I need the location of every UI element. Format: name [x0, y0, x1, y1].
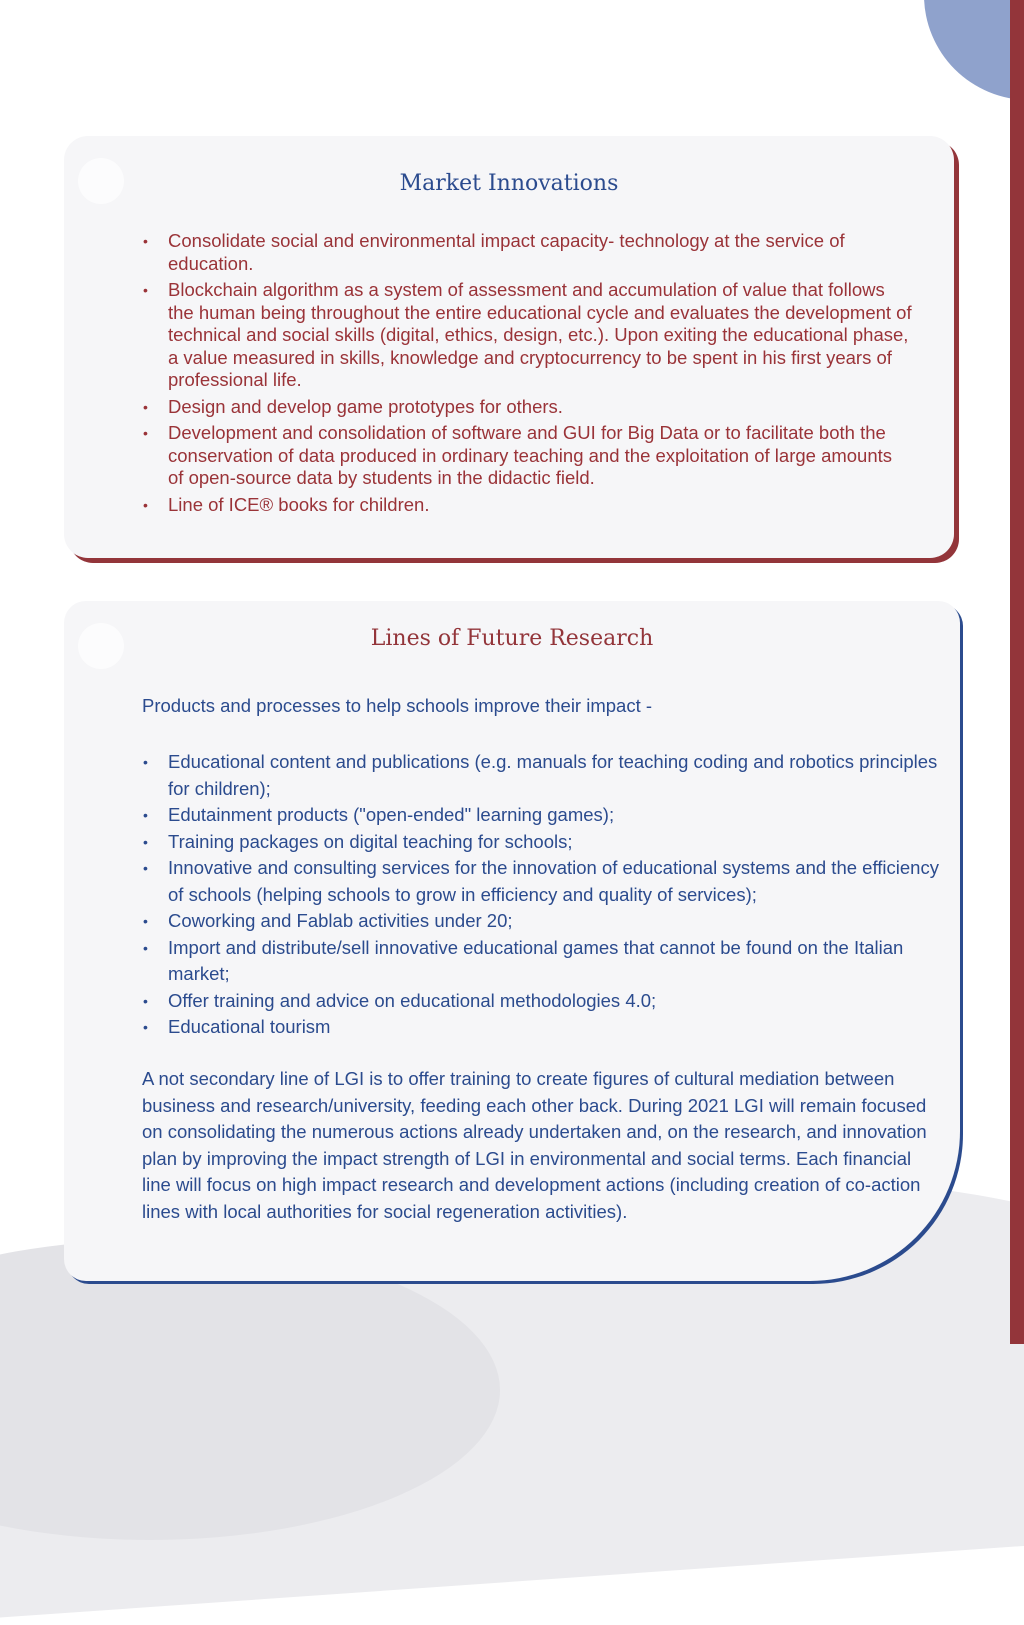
list-item: • Educational content and publications (e.g. manuals for teaching coding and robotics principles for children); [142, 749, 942, 802]
future-research-card [64, 601, 960, 1281]
market-innovations-card [64, 136, 954, 558]
list-item: • Edutainment products ("open-ended" learning games); [142, 802, 942, 829]
list-item: • Innovative and consulting services for the innovation of educational systems and the efficiency of schools (helping schools to grow in efficiency and quality of services); [142, 855, 942, 908]
decorative-circle [924, 0, 1024, 100]
list-item: • Development and consolidation of software and GUI for Big Data or to facilitate both the conservation of data produced in ordinary teaching and the exploitation of large amounts of open-source data by students in the didactic field. [142, 422, 912, 490]
future-research-closing: A not secondary line of LGI is to offer training to create figures of cultural mediation between business and research/university, feeding each other back. During 2021 LGI will remain focused on consolidating the numerous actions already undertaken and, on the research, and innovation plan by improving the impact strength of LGI in environmental and social terms. Each financial line will focus on high impact research and development actions (including creation of co-action lines with local authorities for social regeneration activities). [142, 1068, 927, 1222]
list-item: • Educational tourism [142, 1014, 942, 1041]
list-item: • Coworking and Fablab activities under 20; [142, 908, 942, 935]
market-innovations-title: Market Innovations [399, 171, 619, 196]
list-item: • Blockchain algorithm as a system of assessment and accumulation of value that follows the human being throughout the entire educational cycle and evaluates the development of technical and social skills (digital, ethics, design, etc.). Upon exiting the educational phase, a value measured in skills, knowledge and cryptocurrency to be spent in his first years of professional life. [142, 279, 912, 392]
future-research-title: Lines of Future Research [370, 626, 654, 651]
list-item: • Design and develop game prototypes for others. [142, 396, 912, 419]
list-item: • Line of ICE® books for children. [142, 494, 912, 517]
list-item: • Offer training and advice on educational methodologies 4.0; [142, 988, 942, 1015]
right-accent-bar [1010, 0, 1024, 1344]
market-innovations-list [142, 230, 912, 520]
list-item: • Training packages on digital teaching for schools; [142, 829, 942, 856]
list-item: • Consolidate social and environmental impact capacity- technology at the service of education. [142, 230, 912, 275]
list-item: • Import and distribute/sell innovative educational games that cannot be found on the Italian market; [142, 935, 942, 988]
future-research-intro: Products and processes to help schools improve their impact - [142, 695, 653, 716]
future-research-list [142, 749, 942, 1041]
